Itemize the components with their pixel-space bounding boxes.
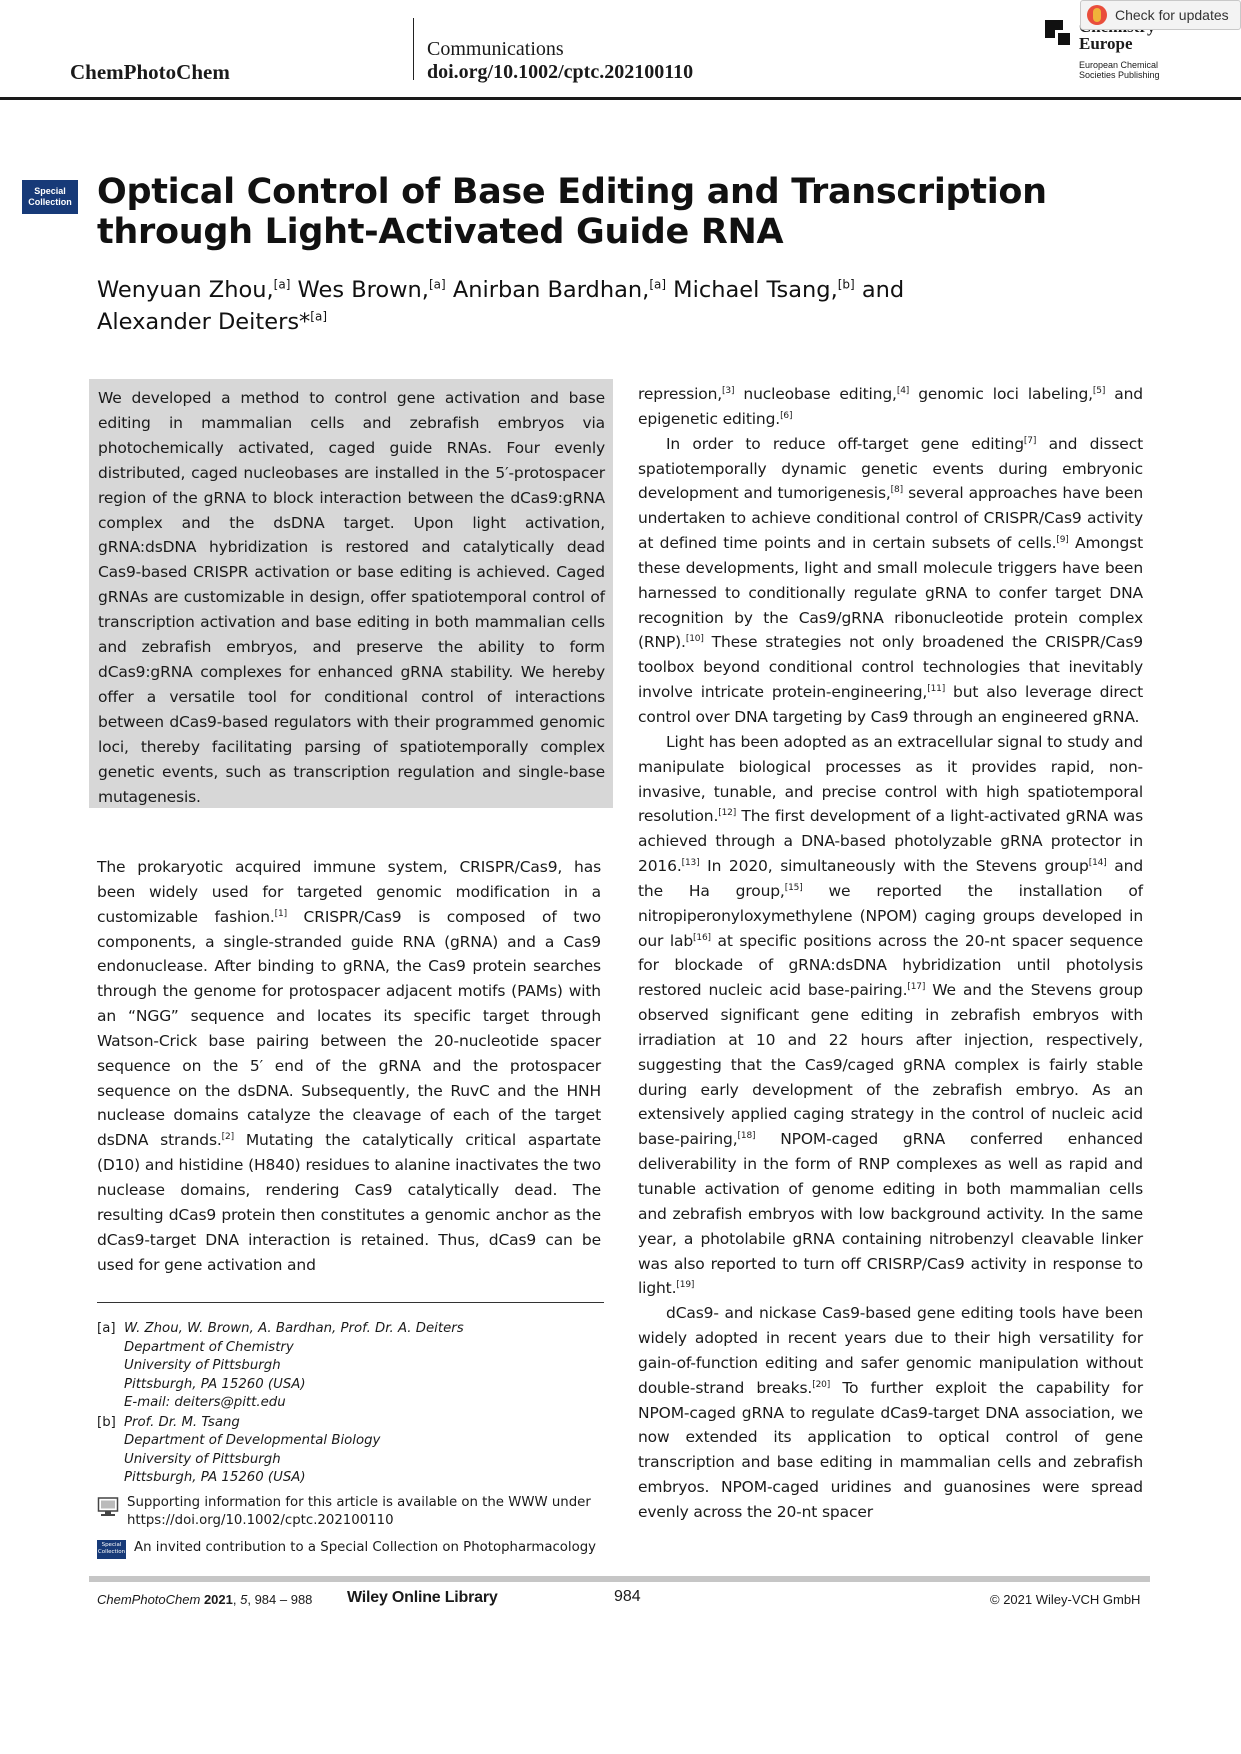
- badge-line1: Special: [34, 186, 66, 196]
- header-divider: [413, 18, 414, 80]
- reference-citation[interactable]: [2]: [221, 1132, 234, 1143]
- author-affiliation-mark: [a]: [310, 309, 328, 324]
- reference-citation[interactable]: [13]: [681, 857, 700, 868]
- small-badge-line1: Special: [101, 1541, 122, 1548]
- supporting-info-text: Supporting information for this article is available on the WWW under: [127, 1494, 591, 1510]
- author-name: Michael Tsang,: [666, 277, 838, 303]
- affiliation-footnotes: [97, 1320, 607, 1559]
- article-section: Communications: [427, 38, 564, 60]
- page-number: 984: [614, 1588, 641, 1605]
- author-affiliation-mark: [b]: [837, 277, 855, 292]
- small-badge-line2: Collection: [97, 1548, 126, 1555]
- computer-monitor-icon: [97, 1496, 119, 1518]
- abstract-text: We developed a method to control gene activation and base editing in mammalian cells and zebrafish embryos via photochemically activated, caged guide RNAs. Four evenly distributed, caged nucleobases are installed in the 5′-protospacer region of the gRNA to block interaction between the dCas9:gRNA complex and the dsDNA target. Upon light activation, gRNA:dsDNA hybridization is restored and catalytically dead Cas9-based CRISPR activation or base editing is achieved. Caged gRNAs are customizable in design, offer spatiotemporal control of transcription activation and base editing in both mammalian cells and zebrafish embryos, and preserve the ability to form dCas9:gRNA complexes for enhanced gRNA stability. We hereby offer a versatile tool for conditional control of interactions between dCas9-based regulators with their programmed genomic loci, thereby facilitating parsing of spatiotemporally complex genetic events, such as transcription regulation and single-base mutagenesis.: [98, 389, 605, 806]
- author-name: Wenyuan Zhou,: [97, 277, 274, 303]
- author-affiliation-mark: [a]: [273, 277, 291, 292]
- affiliation-a-lines: [124, 1320, 464, 1413]
- article-doi-link[interactable]: doi.org/10.1002/cptc.202100110: [427, 61, 694, 83]
- author-name: Wes Brown,: [290, 277, 429, 303]
- reference-citation[interactable]: [19]: [676, 1280, 695, 1291]
- abstract-box: [89, 379, 613, 808]
- article-title: Optical Control of Base Editing and Transcription through Light-Activated Guide RNA: [97, 172, 1047, 252]
- publisher-subtitle-line1: European Chemical: [1079, 60, 1159, 70]
- footer-volume: 5: [240, 1592, 248, 1607]
- invited-contribution-note: [97, 1539, 607, 1559]
- supporting-information-note: [97, 1494, 607, 1531]
- footer-pages: , 984 – 988: [247, 1592, 313, 1607]
- footer-year: 2021: [203, 1592, 233, 1607]
- special-collection-badge[interactable]: [22, 180, 78, 214]
- reference-citation[interactable]: [11]: [927, 683, 946, 694]
- footer-rule: [89, 1576, 1150, 1582]
- reference-citation[interactable]: [10]: [685, 634, 704, 645]
- affiliation-b-lines: [124, 1414, 380, 1488]
- author-affiliation-mark: [a]: [649, 277, 667, 292]
- author-list: [97, 274, 997, 338]
- reference-citation[interactable]: [12]: [718, 808, 737, 819]
- reference-citation[interactable]: [1]: [274, 908, 287, 919]
- footer-journal-name: ChemPhotoChem: [97, 1592, 201, 1607]
- reference-citation[interactable]: [20]: [812, 1379, 831, 1390]
- check-for-updates-button[interactable]: [1080, 0, 1241, 30]
- reference-citation[interactable]: [3]: [722, 385, 735, 396]
- affiliation-line: W. Zhou, W. Brown, A. Bardhan, Prof. Dr. A. Deiters: [124, 1321, 464, 1336]
- affiliation-line: Department of Developmental Biology: [124, 1433, 381, 1448]
- wiley-online-library-link[interactable]: Wiley Online Library: [347, 1589, 498, 1606]
- reference-citation[interactable]: [17]: [907, 982, 926, 993]
- reference-citation[interactable]: [14]: [1088, 857, 1107, 868]
- affiliation-line: Department of Chemistry: [124, 1339, 294, 1355]
- publisher-subtitle-line2: Societies Publishing: [1079, 70, 1160, 80]
- publisher-name-line2: Europe: [1079, 34, 1133, 53]
- footer-citation: ChemPhotoChem 2021, 5, 984 – 988: [97, 1592, 313, 1607]
- affiliation-a: [97, 1320, 607, 1413]
- affiliation-line: University of Pittsburgh: [124, 1358, 281, 1373]
- body-paragraph: repression,[3] nucleobase editing,[4] genomic loci labeling,[5] and epigenetic editing.[6]: [638, 385, 1143, 428]
- reference-citation[interactable]: [7]: [1023, 435, 1037, 446]
- author-name: and Alexander Deiters*: [97, 277, 905, 335]
- header-rule: [0, 97, 1241, 100]
- crossmark-icon: [1087, 5, 1107, 25]
- badge-line2: Collection: [28, 197, 72, 207]
- author-name: Anirban Bardhan,: [445, 277, 650, 303]
- body-left-column: [97, 855, 601, 1277]
- affiliation-line: University of Pittsburgh: [124, 1451, 281, 1467]
- reference-citation[interactable]: [4]: [896, 385, 910, 396]
- special-collection-small-badge: [97, 1540, 126, 1559]
- body-paragraph: In order to reduce off-target gene editing[7] and dissect spatiotemporally dynamic genetic events during embryonic development and tumorigenesis,[8] several approaches have been undertaken to achieve conditional control of CRISPR/Cas9 activity at defined time points and in certain subsets of cells.[9] Amongst these developments, light and small molecule triggers have been harnessed to conditionally regulate gRNA to confer target DNA recognition by the Cas9/gRNA ribonucleotide protein complex (RNP).[10] These strategies not only broadened the CRISPR/Cas9 toolbox beyond conditional control technologies that inevitably involve intricate protein-engineering,[11] but also leverage direct control over DNA targeting by Cas9 through an engineered gRNA.: [638, 434, 1144, 726]
- reference-citation[interactable]: [8]: [890, 485, 903, 496]
- affiliation-line: Pittsburgh, PA 15260 (USA): [124, 1470, 306, 1485]
- reference-citation[interactable]: [16]: [693, 932, 711, 943]
- affiliation-a-tag: [a]: [97, 1321, 116, 1336]
- footnote-rule: [97, 1302, 604, 1303]
- affiliation-b-tag: [b]: [97, 1414, 116, 1430]
- check-for-updates-label: Check for updates: [1115, 7, 1229, 23]
- journal-name: ChemPhotoChem: [70, 60, 230, 84]
- reference-citation[interactable]: [6]: [780, 410, 793, 421]
- affiliation-line: E-mail: deiters@pitt.edu: [124, 1395, 286, 1410]
- affiliation-b: [97, 1414, 607, 1488]
- reference-citation[interactable]: [5]: [1092, 385, 1106, 396]
- reference-citation[interactable]: [9]: [1056, 534, 1069, 545]
- reference-citation[interactable]: [15]: [784, 882, 803, 893]
- body-paragraph: Light has been adopted as an extracellular signal to study and manipulate biological processes as it provides rapid, non-invasive, tunable, and precise control with high spatiotemporal resolution.[12] The first development of a light-activated gRNA was achieved through a DNA-based photolyzable gRNA protector in 2016.[13] In 2020, simultaneously with the Stevens group[14] and the Ha group,[15] we reported the installation of nitropiperonyloxymethylene (NPOM) caging groups developed in our lab[16] at specific positions across the 20-nt spacer sequence for blockade of gRNA:dsDNA hybridization until photolysis restored nucleic acid base-pairing.[17] We and the Stevens group observed significant gene editing in zebrafish embryos with irradiation at 10 and 22 hours after injection, respectively, suggesting that the Cas9/caged gRNA complex is fairly stable during early development of the zebrafish embryo. As an extensively applied caging strategy in the control of nucleic acid base-pairing,[18] NPOM-caged gRNA conferred enhanced deliverability in the form of RNP complexes as well as rapid and tunable activation of genome editing in both mammalian cells and zebrafish embryos with low background activity. In the same year, a photolabile gRNA containing nitrobenzyl cleavable linker was also reported to turn off CRISRP/Cas9 activity in response to light.[19]: [638, 732, 1144, 1298]
- affiliation-line: Pittsburgh, PA 15260 (USA): [124, 1376, 306, 1392]
- copyright-notice: © 2021 Wiley-VCH GmbH: [990, 1592, 1141, 1607]
- reference-citation[interactable]: [18]: [737, 1131, 756, 1142]
- supporting-info-link[interactable]: https://doi.org/10.1002/cptc.202100110: [127, 1513, 394, 1528]
- body-right-column: [638, 382, 1143, 1525]
- body-paragraph: The prokaryotic acquired immune system, CRISPR/Cas9, has been widely used for targeted genomic modification in a customizable fashion.[1] CRISPR/Cas9 is composed of two components, a single-stranded guide RNA (gRNA) and a Cas9 endonuclease. After binding to gRNA, the Cas9 protein searches through the genome for protospacer adjacent motifs (PAMs) with an “NGG” sequence and locates its specific target through Watson-Crick base pairing between the 20-nucleotide spacer sequence on the 5′ end of the gRNA and the protospacer sequence on the dsDNA. Subsequently, the RuvC and the HNH nuclease domains catalyze the cleavage of each of the target dsDNA strands.[2] Mutating the catalytically critical aspartate (D10) and histidine (H840) residues to alanine inactivates the two nuclease domains, rendering Cas9 catalytically dead. The resulting dCas9 protein then constitutes a genomic anchor as the dCas9-target DNA interaction is retained. Thus, dCas9 can be used for gene activation and: [97, 858, 601, 1274]
- body-paragraph: dCas9- and nickase Cas9-based gene editing tools have been widely adopted in recent years due to their high versatility for gain-of-function editing and safer genomic manipulation without double-strand breaks.[20] To further exploit the capability for NPOM-caged gRNA to regulate dCas9-target DNA association, we now extended its application to optical control of gene transcription and base editing in mammalian cells and zebrafish embryos. NPOM-caged uridines and guanosines were spread evenly across the 20-nt spacer: [638, 1304, 1143, 1521]
- affiliation-line: Prof. Dr. M. Tsang: [124, 1414, 240, 1430]
- author-affiliation-mark: [a]: [428, 277, 446, 292]
- invited-contribution-text: An invited contribution to a Special Collection on Photopharmacology: [134, 1539, 597, 1555]
- chemistry-europe-logo-icon: [1045, 20, 1073, 48]
